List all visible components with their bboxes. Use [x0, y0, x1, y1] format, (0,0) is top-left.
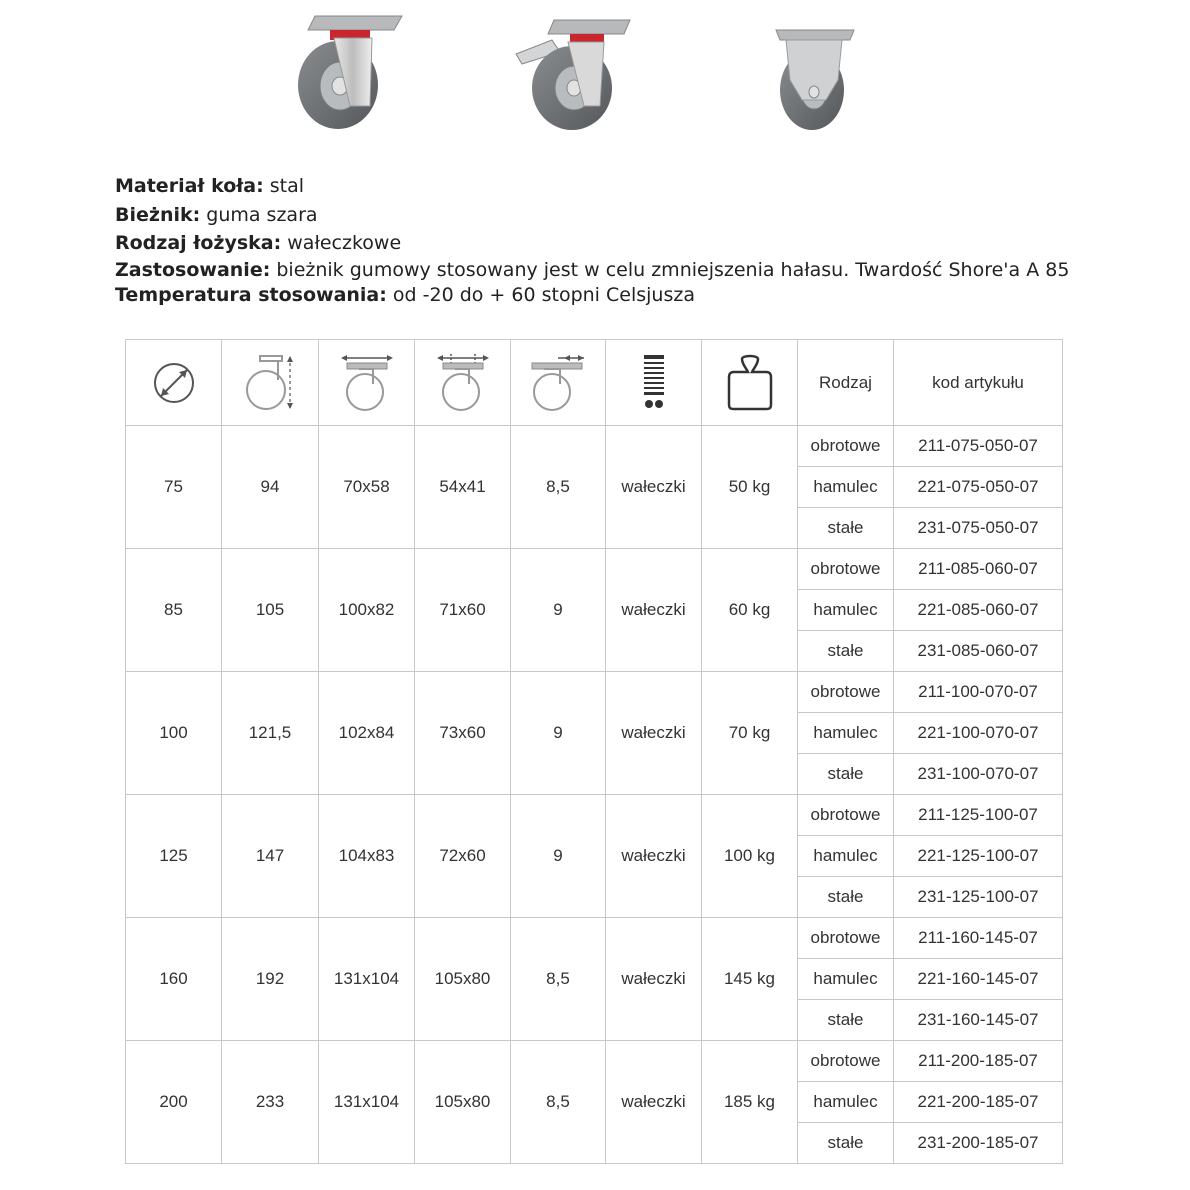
cell-bearing: wałeczki — [606, 918, 702, 1041]
swivel-caster-image — [290, 10, 410, 135]
cell-spacing: 105x80 — [415, 1041, 511, 1164]
cell-bearing: wałeczki — [606, 549, 702, 672]
cell-type: obrotowe — [798, 672, 894, 713]
cell-code: 231-075-050-07 — [894, 508, 1063, 549]
plate-dimensions-icon — [339, 354, 395, 412]
cell-hole: 8,5 — [511, 1041, 606, 1164]
cell-type: obrotowe — [798, 795, 894, 836]
cell-code: 221-160-145-07 — [894, 959, 1063, 1000]
product-table — [125, 339, 1063, 1164]
cell-hole: 9 — [511, 672, 606, 795]
cell-hole: 8,5 — [511, 426, 606, 549]
total-height-icon — [244, 354, 296, 412]
cell-load: 70 kg — [702, 672, 798, 795]
cell-code: 231-085-060-07 — [894, 631, 1063, 672]
cell-diameter: 85 — [126, 549, 222, 672]
cell-height: 94 — [222, 426, 319, 549]
bolt-spacing-icon — [435, 354, 491, 412]
cell-load: 145 kg — [702, 918, 798, 1041]
cell-type: obrotowe — [798, 549, 894, 590]
cell-height: 192 — [222, 918, 319, 1041]
cell-type: stałe — [798, 508, 894, 549]
spec-bearing: Rodzaj łożyska: wałeczkowe — [115, 232, 402, 254]
cell-code: 211-075-050-07 — [894, 426, 1063, 467]
cell-code: 231-100-070-07 — [894, 754, 1063, 795]
cell-load: 50 kg — [702, 426, 798, 549]
cell-type: hamulec — [798, 713, 894, 754]
cell-bearing: wałeczki — [606, 1041, 702, 1164]
cell-height: 105 — [222, 549, 319, 672]
cell-type: obrotowe — [798, 426, 894, 467]
cell-code: 221-075-050-07 — [894, 467, 1063, 508]
cell-height: 233 — [222, 1041, 319, 1164]
table-body — [126, 426, 1063, 1164]
cell-type: hamulec — [798, 467, 894, 508]
cell-type: obrotowe — [798, 918, 894, 959]
spec-tread: Bieżnik: guma szara — [115, 203, 318, 226]
cell-code: 211-100-070-07 — [894, 672, 1063, 713]
header-type: Rodzaj — [798, 340, 894, 426]
cell-plate: 102x84 — [319, 672, 415, 795]
cell-spacing: 71x60 — [415, 549, 511, 672]
cell-plate: 131x104 — [319, 1041, 415, 1164]
cell-diameter: 100 — [126, 672, 222, 795]
cell-load: 185 kg — [702, 1041, 798, 1164]
header-code: kod artykułu — [894, 340, 1063, 426]
cell-type: obrotowe — [798, 1041, 894, 1082]
bearing-type-icon — [641, 354, 667, 412]
cell-code: 231-160-145-07 — [894, 1000, 1063, 1041]
cell-code: 211-125-100-07 — [894, 795, 1063, 836]
cell-type: hamulec — [798, 590, 894, 631]
fixed-caster-image — [772, 10, 862, 135]
cell-load: 100 kg — [702, 795, 798, 918]
cell-type: stałe — [798, 1000, 894, 1041]
header-hole — [511, 340, 606, 426]
cell-plate: 104x83 — [319, 795, 415, 918]
cell-hole: 9 — [511, 795, 606, 918]
header-height — [222, 340, 319, 426]
table-row — [126, 672, 1063, 713]
cell-diameter: 75 — [126, 426, 222, 549]
bolt-hole-icon — [528, 354, 588, 412]
cell-code: 211-085-060-07 — [894, 549, 1063, 590]
cell-type: hamulec — [798, 836, 894, 877]
cell-code: 221-200-185-07 — [894, 1082, 1063, 1123]
cell-plate: 100x82 — [319, 549, 415, 672]
cell-bearing: wałeczki — [606, 795, 702, 918]
cell-code: 221-125-100-07 — [894, 836, 1063, 877]
cell-spacing: 73x60 — [415, 672, 511, 795]
table-row — [126, 426, 1063, 467]
cell-plate: 131x104 — [319, 918, 415, 1041]
table-row — [126, 1041, 1063, 1082]
cell-code: 231-200-185-07 — [894, 1123, 1063, 1164]
table-row — [126, 918, 1063, 959]
cell-type: hamulec — [798, 1082, 894, 1123]
cell-diameter: 160 — [126, 918, 222, 1041]
cell-code: 211-200-185-07 — [894, 1041, 1063, 1082]
cell-hole: 8,5 — [511, 918, 606, 1041]
cell-diameter: 200 — [126, 1041, 222, 1164]
wheel-diameter-icon — [152, 358, 196, 408]
cell-type: stałe — [798, 877, 894, 918]
header-diameter — [126, 340, 222, 426]
cell-type: stałe — [798, 754, 894, 795]
cell-spacing: 72x60 — [415, 795, 511, 918]
cell-code: 231-125-100-07 — [894, 877, 1063, 918]
cell-code: 221-085-060-07 — [894, 590, 1063, 631]
header-load — [702, 340, 798, 426]
table-row — [126, 549, 1063, 590]
table-row — [126, 795, 1063, 836]
table-header-row — [126, 340, 1063, 426]
spec-application: Zastosowanie: bieżnik gumowy stosowany jest w celu zmniejszenia hałasu. Twardość Shore'a A 85 — [115, 258, 1070, 281]
cell-type: stałe — [798, 631, 894, 672]
load-capacity-icon — [726, 354, 774, 412]
cell-bearing: wałeczki — [606, 672, 702, 795]
specifications — [115, 172, 1185, 308]
cell-code: 221-100-070-07 — [894, 713, 1063, 754]
header-bearing — [606, 340, 702, 426]
cell-diameter: 125 — [126, 795, 222, 918]
header-plate — [319, 340, 415, 426]
cell-code: 211-160-145-07 — [894, 918, 1063, 959]
cell-bearing: wałeczki — [606, 426, 702, 549]
spec-material: Materiał koła: stal — [115, 175, 305, 197]
product-images — [0, 0, 1190, 160]
cell-spacing: 105x80 — [415, 918, 511, 1041]
cell-type: stałe — [798, 1123, 894, 1164]
cell-height: 147 — [222, 795, 319, 918]
cell-height: 121,5 — [222, 672, 319, 795]
cell-load: 60 kg — [702, 549, 798, 672]
cell-spacing: 54x41 — [415, 426, 511, 549]
brake-caster-image — [512, 10, 637, 135]
header-spacing — [415, 340, 511, 426]
cell-hole: 9 — [511, 549, 606, 672]
spec-temperature: Temperatura stosowania: od -20 do + 60 stopni Celsjusza — [115, 283, 695, 306]
cell-plate: 70x58 — [319, 426, 415, 549]
cell-type: hamulec — [798, 959, 894, 1000]
